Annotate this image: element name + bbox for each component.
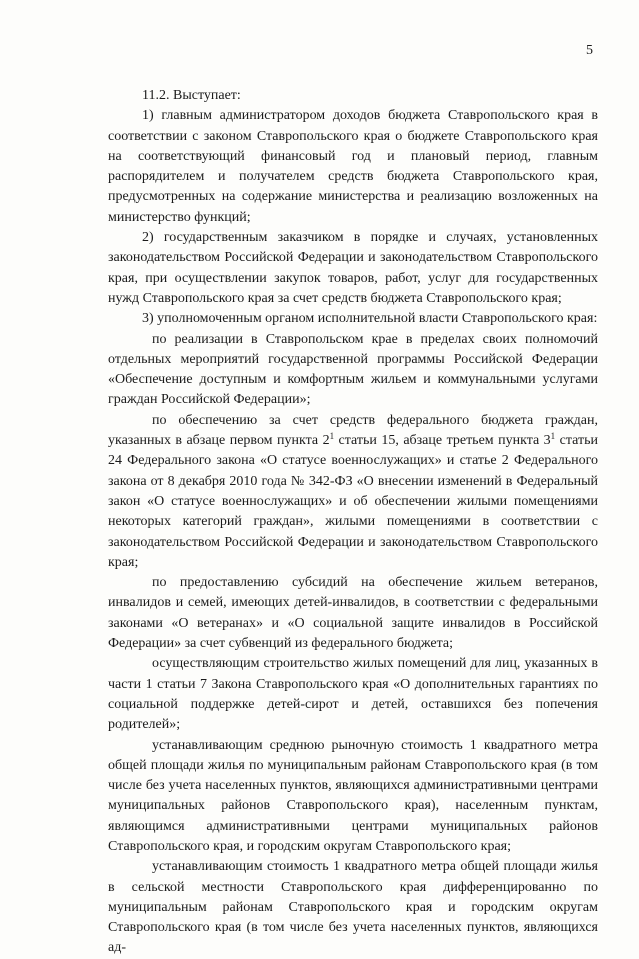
paragraph-program: по реализации в Ставропольском крае в пределах своих полномочий отдельных мероприятий государственной программы Российской Федерации «Обеспечение доступным и комфортным жильем и коммунальными услугами граждан Российской Федерации»; xyxy=(108,331,598,408)
paragraph-item-2: 2) государственным заказчиком в порядке и случаях, установленных законодательством Российской Федерации и законодательством Ставропольского края, при осуществлении закупок товаров, работ, услуг для государственных нужд Ставропольского края за счет средств бюджета Ставропольского края; xyxy=(108,230,598,306)
paragraph-orphans-housing: осуществляющим строительство жилых помещений для лиц, указанных в части 1 статьи 7 Закона Ставропольского края «О дополнительных гарантиях по социальной поддержке детей-сирот и детей, оставшихся без попечения родителей»; xyxy=(108,656,598,733)
document-body xyxy=(108,86,598,959)
paragraph-text: статьи 24 Федерального закона «О статусе военнослужащих» и статье 2 Федерального закона от 8 декабря 2010 года № 342-ФЗ «О внесении изменений в Федеральный закон «О статусе военнослужащих» и об обеспечении жилыми помещениями некоторых категорий граждан», жилыми помещениями в соответствии с законодательством Российской Федерации и законодательством Ставропольского края; xyxy=(108,433,598,570)
paragraph-market-price: устанавливающим среднюю рыночную стоимость 1 квадратного метра общей площади жилья по муниципальным районам Ставропольского края (в том числе без учета населенных пунктов, являющихся административными центрами муниципальных районов Ставропольского края), населенным пунктам, являющимся административными центрами муниципальных районов Ставропольского края, и городским округам Ставропольского края; xyxy=(108,737,598,854)
page-number: 5 xyxy=(586,43,593,58)
paragraph-text: статьи 15, абзаце третьем пункта 3 xyxy=(334,433,551,449)
superscript: 1 xyxy=(550,431,556,442)
superscript: 1 xyxy=(329,431,335,442)
paragraph-item-1: 1) главным администратором доходов бюджета Ставропольского края в соответствии с законом Ставропольского края о бюджете Ставропольского края на соответствующий финансовый год и плановый период, главным распорядителем и получателем средств бюджета Ставропольского края, предусмотренных на содержание министерства и реализацию возложенных на министерство функций; xyxy=(108,108,598,225)
paragraph-text: по обеспечению за счет средств федерального бюджета граждан, указанных в абзаце первом пункта 2 xyxy=(108,412,598,449)
paragraph-subsidies: по предоставлению субсидий на обеспечение жильем ветеранов, инвалидов и семей, имеющих детей-инвалидов, в соответствии с федеральными законами «О ветеранах» и «О социальной защите инвалидов в Российской Федерации» за счет субвенций из федерального бюджета; xyxy=(108,575,598,652)
section-heading: 11.2. Выступает: xyxy=(142,88,241,103)
paragraph-military-housing xyxy=(108,411,598,573)
paragraph-rural-price: устанавливающим стоимость 1 квадратного метра общей площади жилья в сельской местности Ставропольского края дифференцированно по муниципальным районам Ставропольского края и городским округам Ставропольского края (в том числе без учета населенных пунктов, являющихся ад- xyxy=(108,859,598,956)
paragraph-item-3: 3) уполномоченным органом исполнительной власти Ставропольского края: xyxy=(142,311,598,327)
